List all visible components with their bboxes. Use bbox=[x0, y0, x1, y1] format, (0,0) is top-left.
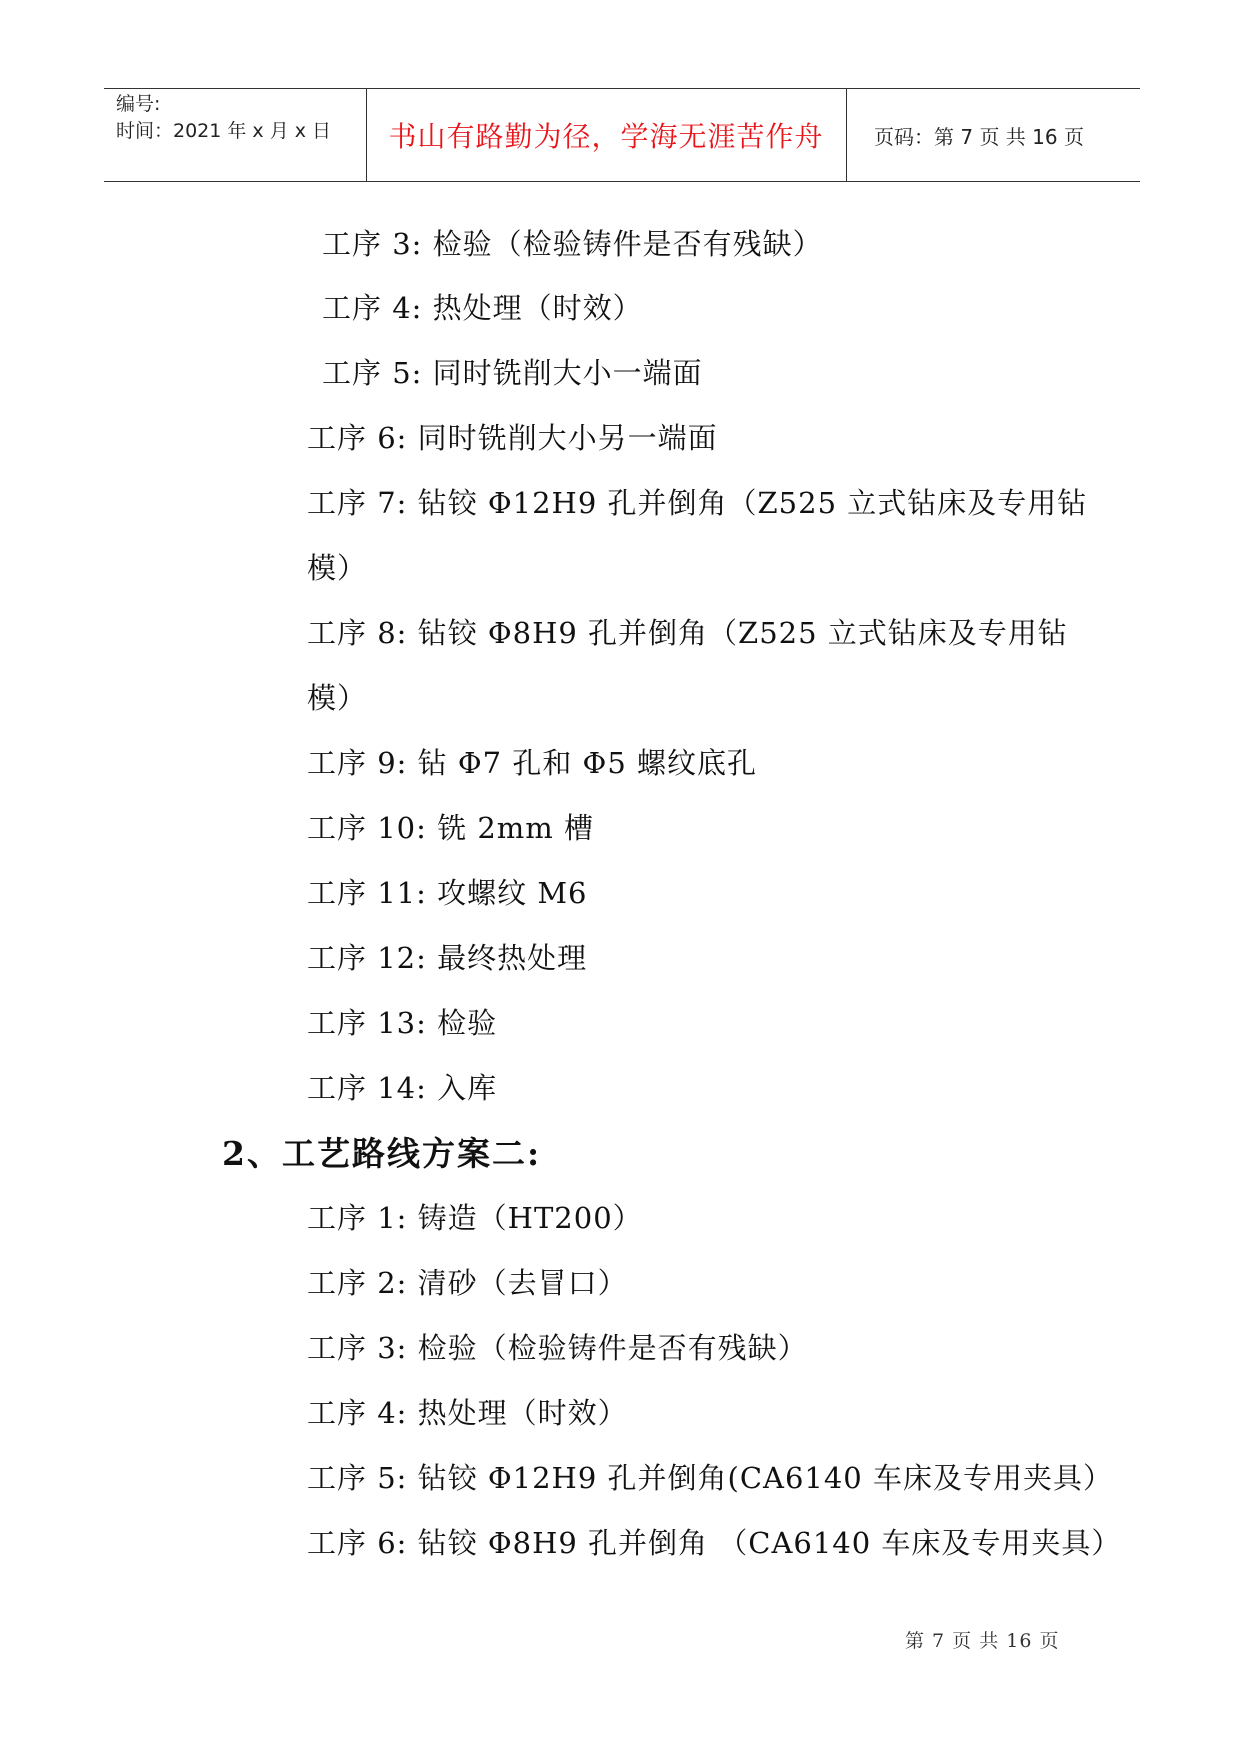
process-step-line: 工序 6: 钻铰 Φ8H9 孔并倒角 （CA6140 车床及专用夹具） bbox=[307, 1526, 1122, 1560]
header-motto: 书山有路勤为径，学海无涯苦作舟 bbox=[388, 120, 824, 153]
serial-label: 编号: bbox=[116, 93, 161, 115]
section-title: 2、工艺路线方案二: bbox=[222, 1134, 542, 1173]
process-step-line-continued: 模） bbox=[307, 551, 368, 585]
process-step-line: 工序 3: 检验（检验铸件是否有残缺） bbox=[322, 227, 823, 261]
process-step-line: 工序 10: 铣 2mm 槽 bbox=[307, 811, 594, 845]
process-step-line-continued: 模） bbox=[307, 681, 368, 715]
page-footer: 第 7 页 共 16 页 bbox=[905, 1630, 1060, 1652]
process-step-line: 工序 13: 检验 bbox=[307, 1006, 498, 1040]
process-step-line: 工序 12: 最终热处理 bbox=[307, 941, 588, 975]
process-step-line: 工序 5: 钻铰 Φ12H9 孔并倒角(CA6140 车床及专用夹具） bbox=[307, 1461, 1113, 1495]
process-step-line: 工序 14: 入库 bbox=[307, 1071, 498, 1105]
process-step-line: 工序 7: 钻铰 Φ12H9 孔并倒角（Z525 立式钻床及专用钻 bbox=[307, 486, 1088, 520]
process-step-line: 工序 8: 钻铰 Φ8H9 孔并倒角（Z525 立式钻床及专用钻 bbox=[307, 616, 1068, 650]
header-meta bbox=[116, 91, 366, 145]
process-step-line: 工序 2: 清砂（去冒口） bbox=[307, 1266, 628, 1300]
process-step-line: 工序 4: 热处理（时效） bbox=[307, 1396, 628, 1430]
process-step-line: 工序 6: 同时铣削大小另一端面 bbox=[307, 421, 718, 455]
process-step-line: 工序 5: 同时铣削大小一端面 bbox=[322, 356, 703, 390]
process-step-line: 工序 1: 铸造（HT200） bbox=[307, 1201, 643, 1235]
process-step-line: 工序 11: 攻螺纹 M6 bbox=[307, 876, 588, 910]
time-label: 时间：2021 年 x 月 x 日 bbox=[116, 120, 332, 142]
header-divider-right bbox=[846, 89, 847, 181]
page-header bbox=[104, 88, 1140, 182]
header-page-info: 页码：第 7 页 共 16 页 bbox=[874, 124, 1084, 149]
process-step-line: 工序 3: 检验（检验铸件是否有残缺） bbox=[307, 1331, 808, 1365]
process-step-line: 工序 4: 热处理（时效） bbox=[322, 291, 643, 325]
process-step-line: 工序 9: 钻 Φ7 孔和 Φ5 螺纹底孔 bbox=[307, 746, 757, 780]
